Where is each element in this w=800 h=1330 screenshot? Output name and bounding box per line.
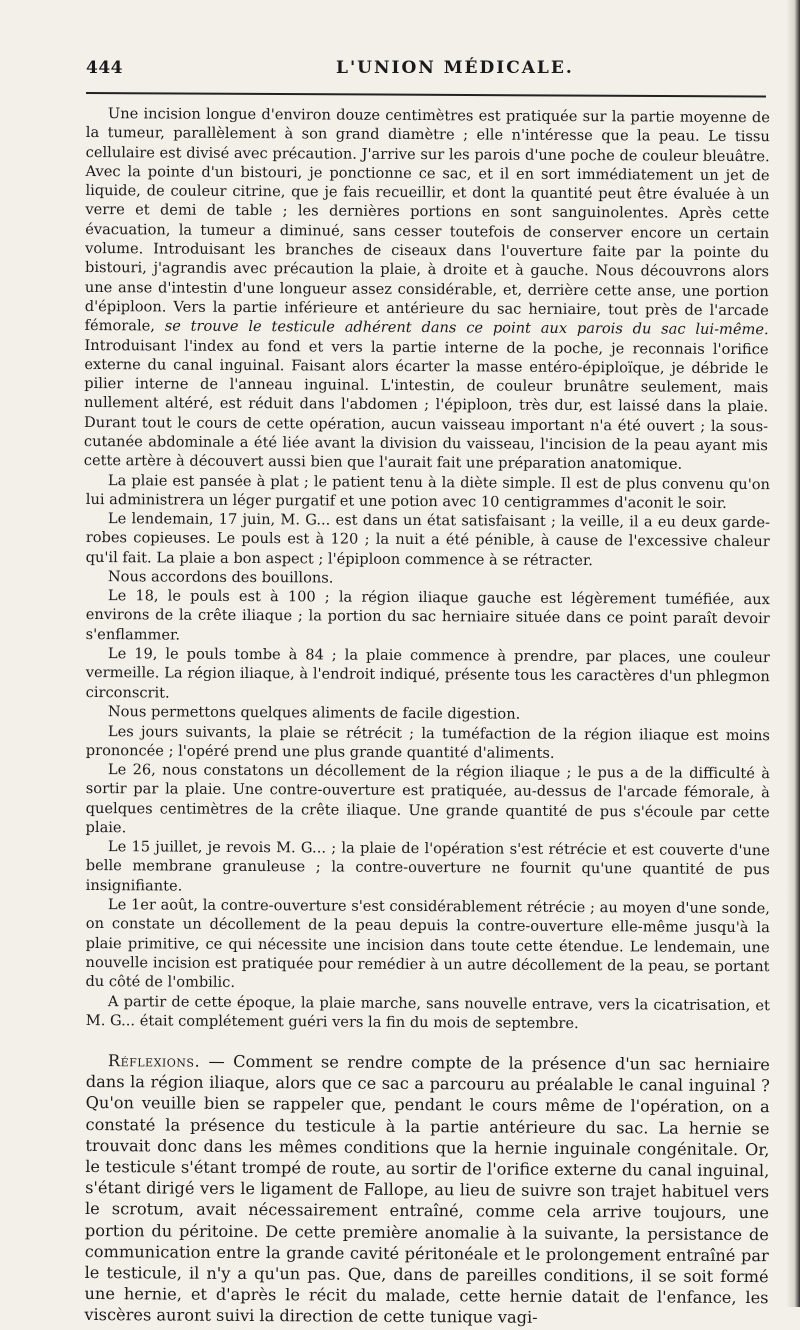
paragraph: La plaie est pansée à plat ; le patient tenu à la diète simple. Il est de plus convenu qu'on lui administrera un léger purgatif et une potion avec 10 centigrammes d'aconit le soir. <box>85 471 770 512</box>
paragraph: Nous accordons des bouillons. <box>107 568 334 587</box>
scan-edge <box>786 0 800 1307</box>
paragraph: Le 19, le pouls tombe à 84 ; la plaie commence à prendre, par places, une couleur vermeille. La région iliaque, à l'endroit indiqué, présente tous les caractères d'un phlegmon circonscrit. <box>85 645 770 702</box>
case-narrative <box>83 104 770 1032</box>
paragraph: Le 1er août, la contre-ouverture s'est considérablement rétrécie ; au moyen d'une sonde, on constate un décollement de la peau depuis la contre-ouverture elle-même jusqu'à la plaie primitive, ce qui nécessite une incision dans toute cette étendue. Le lendemain, une nouvelle incision est pratiquée pour remédier à un autre décollement de la peau, se portant du côté de l'ombilic. <box>85 896 770 992</box>
reflexions-text: — Comment se rendre compte de la présence d'un sac herniaire dans la région iliaque, alors que ce sac a parcouru au préalable le canal inguinal ? Qu'on veuille bien se rappeler que, pendant le cours même de l'opération, on a constaté la présence du testicule à la partie antérieure du sac. La hernie se trouvait donc dans les mêmes conditions que la hernie inguinale congénitale. Or, le testicule s'étant trompé de route, au sortir de l'orifice externe du canal inguinal, s'étant dirigé vers le ligament de Fallope, au lieu de suivre son trajet habituel vers le scrotum, avait nécessairement entraîné, comme cela arrive toujours, une portion du péritoine. De cette première anomalie à la suivante, la persistance de communication entre la grande cavité péritonéale et le prolongement entraîné par le testicule, il n'y a qu'un pas. Que, dans de pareilles conditions, il se soit formé une hernie, et d'après le récit du malade, cette hernie datait de l'enfance, les viscères auront suivi la direction de cette tunique vagi- <box>84 1051 770 1328</box>
paragraph <box>84 104 770 475</box>
page-number: 444 <box>86 58 123 78</box>
paragraph: Le 15 juillet, je revois M. G... ; la plaie de l'opération s'est rétrécie et est couverte d'une belle membrane granuleuse ; la contre-ouverture ne fournit qu'une quantité de pus insignifiante. <box>85 838 770 895</box>
paragraph: Nous permettons quelques aliments de facile digestion. <box>107 703 521 723</box>
paragraph-text: Introduisant l'index au fond et vers la partie interne de la poche, je reconnais l'orifice externe du canal inguinal. Faisant alors écarter la masse entéro-épiploïque, je débride le pilier interne de l'anneau inguinal. L'intestin, de couleur brunâtre seulement, mais nullement altéré, est réduit dans l'abdomen ; l'épiploon, très dur, est laissé dans la plaie. Durant tout le cours de cette opération, aucun vaisseau important n'a été ouvert ; la sous-cutanée abdominale a été liée avant la division du vaisseau, l'incision de la peau ayant mis cette artère à découvert aussi bien que l'aurait fait une préparation anatomique. <box>83 336 769 473</box>
paragraph: A partir de cette époque, la plaie marche, sans nouvelle entrave, vers la cicatrisation, et M. G... était complétement guéri vers la fin du mois de septembre. <box>85 992 770 1032</box>
reflexions-section <box>86 1050 770 1326</box>
paragraph: Le lendemain, 17 juin, M. G... est dans un état satisfaisant ; la veille, il a eu deux garde-robes copieuses. Le pouls est à 120 ; la nuit a été pénible, à cause de l'excessive chaleur qu'il fait. La plaie a bon aspect ; l'épiploon commence à se rétracter. <box>85 510 770 569</box>
italic-phrase: se trouve le testicule adhérent dans ce point aux parois du sac lui-même. <box>164 317 769 339</box>
header-rule <box>86 92 766 98</box>
reflexions-paragraph <box>84 1050 770 1330</box>
page-header <box>86 58 770 78</box>
paragraph-text: Une incision longue d'environ douze centimètres est pratiquée sur la partie moyenne de la tumeur, parallèlement à son grand diamètre ; elle n'intéresse que la peau. Le tissu cellulaire est divisé avec précaution. J'arrive sur les parois d'une poche de couleur bleuâtre. Avec la pointe d'un bistouri, je ponctionne ce sac, et il en sort immédiatement un jet de liquide, de couleur citrine, que je fais recueillir, et dont la quantité peut être évaluée à un verre et demi de table ; les dernières portions en sont sanguinolentes. Après cette évacuation, la tumeur a diminué, sans cesser toutefois de conserver encore un certain volume. Introduisant les branches de ciseaux dans l'ouverture faite par la pointe du bistouri, j'agrandis avec précaution la plaie, à droite et à gauche. Nous découvrons alors une anse d'intestin d'une longueur assez considérable, et, derrière cette anse, une portion d'épiploon. Vers la partie inférieure et antérieure du sac herniaire, tout près de l'arcade fémorale, <box>84 105 770 335</box>
running-title: L'UNION MÉDICALE. <box>336 58 574 78</box>
reflexions-label: Réflexions. <box>107 1051 201 1071</box>
paragraph: Le 18, le pouls est à 100 ; la région iliaque gauche est légèrement tuméfiée, aux environs de la crête iliaque ; la portion du sac herniaire située dans ce point paraît devoir s'enflammer. <box>85 587 770 644</box>
paragraph: Les jours suivants, la plaie se rétrécit ; la tuméfaction de la région iliaque est moins prononcée ; l'opéré prend une plus grande quantité d'aliments. <box>85 722 770 762</box>
paragraph: Le 26, nous constatons un décollement de la région iliaque ; le pus a de la difficulté à sortir par la plaie. Une contre-ouverture est pratiquée, au-dessus de l'arcade fémorale, à quelques centimètres de la crête iliaque. Une grande quantité de pus s'écoule par cette plaie. <box>85 761 770 837</box>
